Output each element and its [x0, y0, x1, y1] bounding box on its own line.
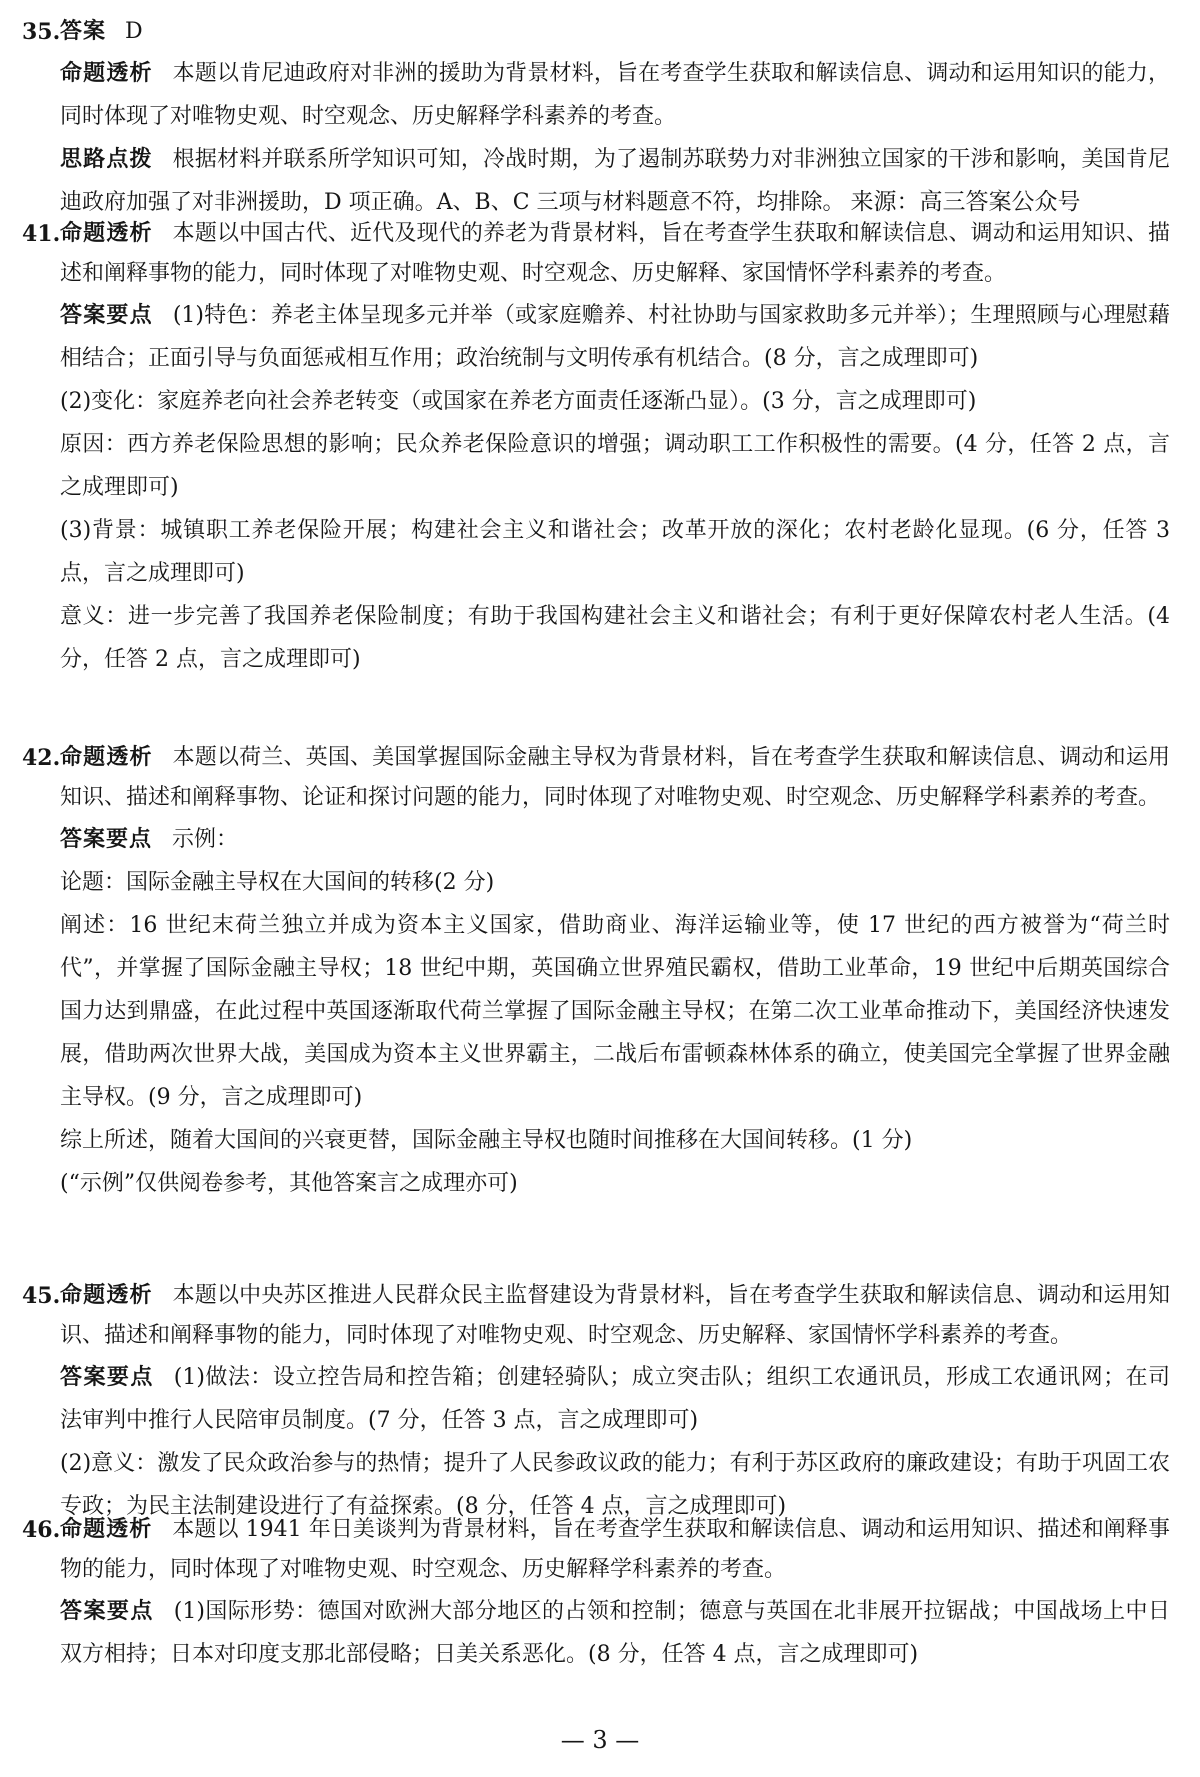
- key-points-label: 答案要点: [60, 1599, 154, 1624]
- hint-text: 根据材料并联系所学知识可知，冷战时期，为了遏制苏联势力对非洲独立国家的干涉和影响，美国肯尼迪政府加强了对非洲援助，D 项正确。A、B、C 三项与材料题意不符，均排除。: [60, 147, 1170, 215]
- analysis-paragraph: [60, 1510, 1170, 1590]
- analysis-label: 命题透析: [60, 1517, 153, 1542]
- analysis-text: 本题以中央苏区推进人民群众民主监督建设为背景材料，旨在考查学生获取和解读信息、调动和运用知识、描述和阐释事物的能力，同时体现了对唯物史观、时空观念、历史解释、家国情怀学科素养的考查。: [60, 1283, 1170, 1348]
- analysis-label: 命题透析: [60, 61, 153, 86]
- key-point-2: (2)变化：家庭养老向社会养老转变（或国家在养老方面责任逐渐凸显）。(3 分，言之成理即可): [60, 389, 977, 414]
- question-number: 41.: [22, 221, 61, 247]
- analysis-text: 本题以荷兰、英国、美国掌握国际金融主导权为背景材料，旨在考查学生获取和解读信息、调动和运用知识、描述和阐释事物、论证和探讨问题的能力，同时体现了对唯物史观、时空观念、历史解释学科素养的考查。: [60, 745, 1170, 810]
- page-number: — 3 —: [560, 1726, 640, 1754]
- question-41: [0, 214, 1200, 681]
- question-number: 46.: [22, 1517, 61, 1543]
- key-points-label: 答案要点: [60, 1365, 154, 1390]
- question-number: 42.: [22, 745, 61, 771]
- question-45: [0, 1276, 1200, 1528]
- thesis-line: 论题：国际金融主导权在大国间的转移(2 分): [60, 870, 495, 895]
- analysis-label: 命题透析: [60, 221, 153, 246]
- key-point-5: 意义：进一步完善了我国养老保险制度；有助于我国构建社会主义和谐社会；有利于更好保障农村老人生活。(4 分，任答 2 点，言之成理即可): [60, 604, 1170, 672]
- analysis-label: 命题透析: [60, 1283, 153, 1308]
- analysis-text: 本题以 1941 年日美谈判为背景材料，旨在考查学生获取和解读信息、调动和运用知识、描述和阐释事物的能力，同时体现了对唯物史观、时空观念、历史解释学科素养的考查。: [60, 1517, 1170, 1582]
- elaboration-paragraph: 阐述：16 世纪末荷兰独立并成为资本主义国家，借助商业、海洋运输业等，使 17 世纪的西方被誉为“荷兰时代”，并掌握了国际金融主导权；18 世纪中期，英国确立世界殖民霸权，借助工业革命，19 世纪中后期英国综合国力达到鼎盛，在此过程中英国逐渐取代荷兰掌握了国际金融主导权；在第二次工业革命推动下，美国经济快速发展，借助两次世界大战，美国成为资本主义世界霸主，二战后布雷顿森林体系的确立，使美国完全掌握了世界金融主导权。(9 分，言之成理即可): [60, 913, 1170, 1110]
- key-points-paragraph: [60, 1590, 1170, 1676]
- analysis-paragraph: [60, 214, 1170, 294]
- key-points-paragraph: [60, 294, 1170, 380]
- key-points-paragraph: [60, 818, 1170, 861]
- example-note: (“示例”仅供阅卷参考，其他答案言之成理亦可): [60, 1171, 518, 1196]
- key-point-1: (1)国际形势：德国对欧洲大部分地区的占领和控制；德意与英国在北非展开拉锯战；中国战场上中日双方相持；日本对印度支那北部侵略；日美关系恶化。(8 分，任答 4 点，言之成理即可): [60, 1599, 1170, 1667]
- analysis-text: 本题以肯尼迪政府对非洲的援助为背景材料，旨在考查学生获取和解读信息、调动和运用知识的能力，同时体现了对唯物史观、时空观念、历史解释学科素养的考查。: [60, 61, 1170, 129]
- key-point-3: 原因：西方养老保险思想的影响；民众养老保险意识的增强；调动职工工作积极性的需要。(4 分，任答 2 点，言之成理即可): [60, 432, 1170, 500]
- hint-paragraph: [60, 138, 1170, 224]
- question-46: [0, 1510, 1200, 1676]
- key-points-paragraph: [60, 1356, 1170, 1442]
- answer-line: [60, 12, 1170, 52]
- question-42: [0, 738, 1200, 1205]
- key-point-2: (2)意义：激发了民众政治参与的热情；提升了人民参政议政的能力；有利于苏区政府的廉政建设；有助于巩固工农专政；为民主法制建设进行了有益探索。(8 分，任答 4 点，言之成理即可): [60, 1451, 1170, 1519]
- answer-value: D: [125, 19, 143, 44]
- question-number: 35.: [22, 19, 61, 45]
- question-35: [0, 12, 1200, 224]
- answer-label: 答案: [60, 19, 107, 44]
- analysis-label: 命题透析: [60, 745, 153, 770]
- key-points-label: 答案要点: [60, 827, 153, 852]
- key-point-1: (1)特色：养老主体呈现多元并举（或家庭赡养、村社协助与国家救助多元并举）；生理照顾与心理慰藉相结合；正面引导与负面惩戒相互作用；政治统制与文明传承有机结合。(8 分，言之成理即可): [60, 303, 1170, 371]
- key-point-4: (3)背景：城镇职工养老保险开展；构建社会主义和谐社会；改革开放的深化；农村老龄化显现。(6 分，任答 3 点，言之成理即可): [60, 518, 1170, 586]
- question-number: 45.: [22, 1283, 61, 1309]
- source-note: 来源：高三答案公众号: [850, 189, 1081, 215]
- key-points-label: 答案要点: [60, 303, 153, 328]
- analysis-paragraph: [60, 52, 1170, 138]
- key-point-1: (1)做法：设立控告局和控告箱；创建轻骑队；成立突击队；组织工农通讯员，形成工农通讯网；在司法审判中推行人民陪审员制度。(7 分，任答 3 点，言之成理即可): [60, 1365, 1170, 1433]
- analysis-paragraph: [60, 1276, 1170, 1356]
- summary-line: 综上所述，随着大国间的兴衰更替，国际金融主导权也随时间推移在大国间转移。(1 分): [60, 1128, 913, 1153]
- analysis-text: 本题以中国古代、近代及现代的养老为背景材料，旨在考查学生获取和解读信息、调动和运用知识、描述和阐释事物的能力，同时体现了对唯物史观、时空观念、历史解释、家国情怀学科素养的考查。: [60, 221, 1170, 286]
- hint-label: 思路点拨: [60, 147, 153, 172]
- example-label: 示例：: [172, 827, 239, 852]
- analysis-paragraph: [60, 738, 1170, 818]
